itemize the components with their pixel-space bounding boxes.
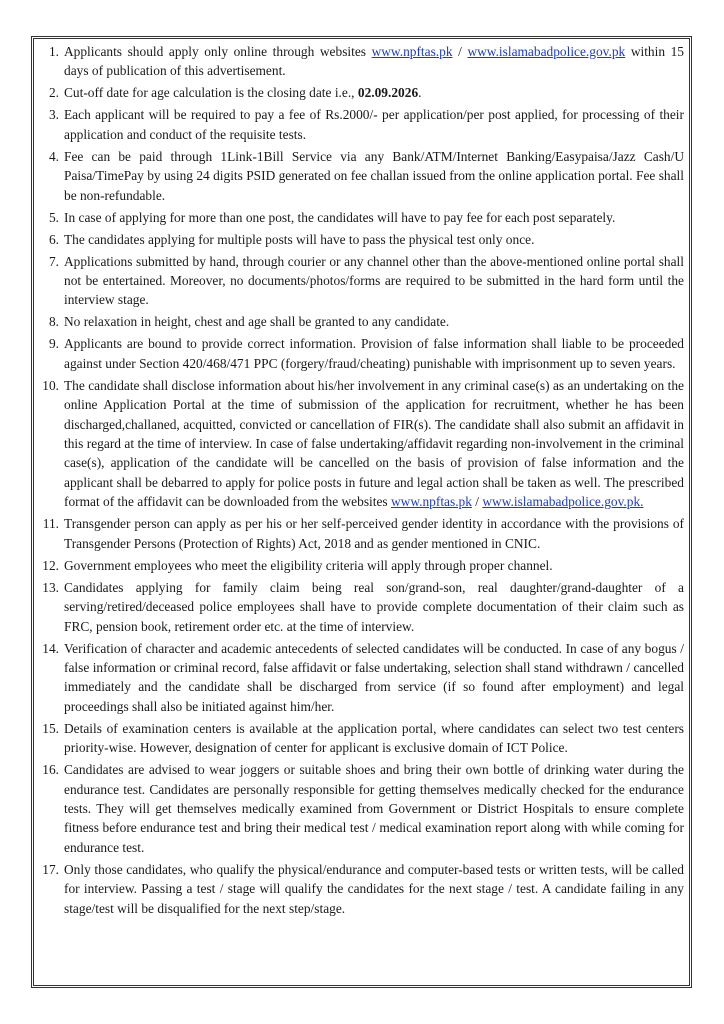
item-number: 9. (48, 336, 59, 352)
instruction-item (38, 556, 684, 575)
text-segment: within 15 days of publication of this advertisement. (64, 44, 685, 79)
item-number: 10. (42, 377, 59, 393)
item-text (64, 760, 684, 857)
item-text (64, 105, 684, 144)
text-segment: / (452, 44, 468, 59)
text-segment: Each applicant will be required to pay a fee of Rs.2000/- per application/per post applied, for processing of their application and conduct of the requisite tests. (64, 107, 684, 142)
instruction-item (38, 312, 684, 331)
text-segment: Applicants are bound to provide correct information. Provision of false information shall liable to be proceeded against under Section 420/468/471 PPC (forgery/fraud/cheating) punishable with imprisonment up to seven years. (64, 336, 684, 371)
item-number: 15. (42, 720, 59, 736)
website-link[interactable]: www.npftas.pk (390, 494, 472, 510)
text-segment: The candidate shall disclose information about his/her involvement in any criminal case(s) as an undertaking on the online Application Portal at the time of submission of the application for recruitment, whether he has been discharged,challaned, acquitted, convicted or cancellation of FIR(s). The candidate shall also submit an affidavit in this regard at the time of interview. In case of false undertaking/affidavit regarding non-involvement in the criminal case(s), application of the candidate will be cancelled on the basis of provision of false information and the applicant shall be debarred to apply for police posts in future and legal action shall be taken as well. The prescribed format of the affidavit can be downloaded from the websites (64, 377, 684, 510)
item-number: 4. (48, 148, 59, 164)
item-number: 5. (48, 209, 59, 225)
item-text (64, 230, 684, 249)
website-link[interactable]: www.npftas.pk (371, 44, 453, 59)
item-number: 8. (48, 314, 59, 330)
item-text (64, 42, 684, 81)
instruction-item (38, 208, 684, 227)
text-segment: In case of applying for more than one post, the candidates will have to pay fee for each post separately. (64, 209, 616, 225)
instruction-item (38, 252, 684, 310)
instruction-item (38, 230, 684, 249)
website-link[interactable]: www.islamabadpolice.gov.pk (467, 44, 626, 59)
item-text (64, 208, 684, 227)
text-segment: . (418, 85, 422, 101)
item-number: 6. (48, 231, 59, 247)
item-text (64, 334, 684, 373)
item-number: 1. (48, 44, 59, 59)
item-text (64, 376, 684, 512)
item-number: 11. (42, 516, 59, 532)
item-text (64, 312, 684, 331)
instruction-item (38, 860, 684, 918)
text-segment: Verification of character and academic antecedents of selected candidates will be conducted. In case of any bogus / false information or criminal record, false affidavit or false undertaking, selection shall stand withdrawn / cancelled immediately and the candidate shall be discharged from service (if so found after employment) and legal proceedings shall also be initiated against him/her. (64, 640, 684, 714)
item-number: 2. (48, 85, 59, 101)
item-number: 14. (42, 640, 59, 656)
item-text (64, 639, 684, 717)
item-text (64, 147, 684, 205)
item-text (64, 719, 684, 758)
item-number: 17. (42, 861, 59, 877)
instruction-item (38, 334, 684, 373)
instruction-item (38, 514, 684, 553)
instruction-item (38, 376, 684, 512)
text-segment: Details of examination centers is available at the application portal, where candidates can select two test centers priority-wise. However, designation of center for applicant is exclusive domain of ICT Police. (64, 720, 684, 756)
text-segment: Government employees who meet the eligibility criteria will apply through proper channel. (64, 557, 553, 573)
website-link[interactable]: www.islamabadpolice.gov.pk. (482, 494, 644, 510)
text-segment: Applicants should apply only online through websites (64, 44, 372, 59)
instruction-item (38, 760, 684, 857)
instruction-item (38, 719, 684, 758)
instruction-item (38, 639, 684, 717)
instruction-item (38, 83, 684, 102)
item-text (64, 578, 684, 636)
item-number: 12. (42, 557, 59, 573)
item-text (64, 860, 684, 918)
instruction-item (38, 147, 684, 205)
text-segment: Candidates applying for family claim being real son/grand-son, real daughter/grand-daughter of a serving/retired/deceased police employees shall have to provide complete documentation of their claim such as FRC, pension book, retirement order etc. at the time of interview. (64, 579, 684, 634)
text-segment: / (471, 494, 483, 510)
text-segment: The candidates applying for multiple posts will have to pass the physical test only once. (64, 231, 535, 247)
text-segment: Candidates are advised to wear joggers or suitable shoes and bring their own bottle of drinking water during the endurance test. Candidates are personally responsible for getting themselves medically checked for the endurance tests. They will get themselves medically examined from Government or District Hospitals to ensure complete fitness before endurance test and bring their medical test / medical examination report along with while coming for endurance test. (64, 762, 684, 855)
item-text (64, 252, 684, 310)
item-text (64, 83, 684, 102)
instruction-item (38, 578, 684, 636)
text-segment: Applications submitted by hand, through courier or any channel other than the above-mentioned online portal shall not be entertained. Moreover, no documents/photos/forms are required to be submitted in the hard form until the interview stage. (64, 253, 684, 308)
item-number: 3. (48, 107, 59, 123)
text-segment: No relaxation in height, chest and age shall be granted to any candidate. (64, 314, 450, 330)
instruction-item (38, 105, 684, 144)
closing-date: 02.09.2026 (357, 85, 419, 101)
instruction-item (38, 42, 684, 81)
text-segment: Only those candidates, who qualify the physical/endurance and computer-based tests or written tests, will be called for interview. Passing a test / stage will qualify the candidates for the next stage / test. A candidate failing in any stage/test will be disqualified for the next step/stage. (64, 861, 684, 916)
item-text (64, 514, 684, 553)
text-segment: Cut-off date for age calculation is the closing date i.e., (64, 85, 358, 101)
instructions-list (38, 42, 684, 921)
item-number: 7. (48, 253, 59, 269)
item-text (64, 556, 684, 575)
text-segment: Transgender person can apply as per his or her self-perceived gender identity in accordance with the provisions of Transgender Persons (Protection of Rights) Act, 2018 and as gender mentioned in CNIC. (64, 516, 684, 551)
text-segment: Fee can be paid through 1Link-1Bill Service via any Bank/ATM/Internet Banking/Easypaisa/Jazz Cash/U Paisa/TimePay by using 24 digits PSID generated on fee challan issued from the online application portal. Fee shall be non-refundable. (64, 148, 684, 203)
item-number: 16. (42, 762, 59, 778)
item-number: 13. (42, 579, 59, 595)
